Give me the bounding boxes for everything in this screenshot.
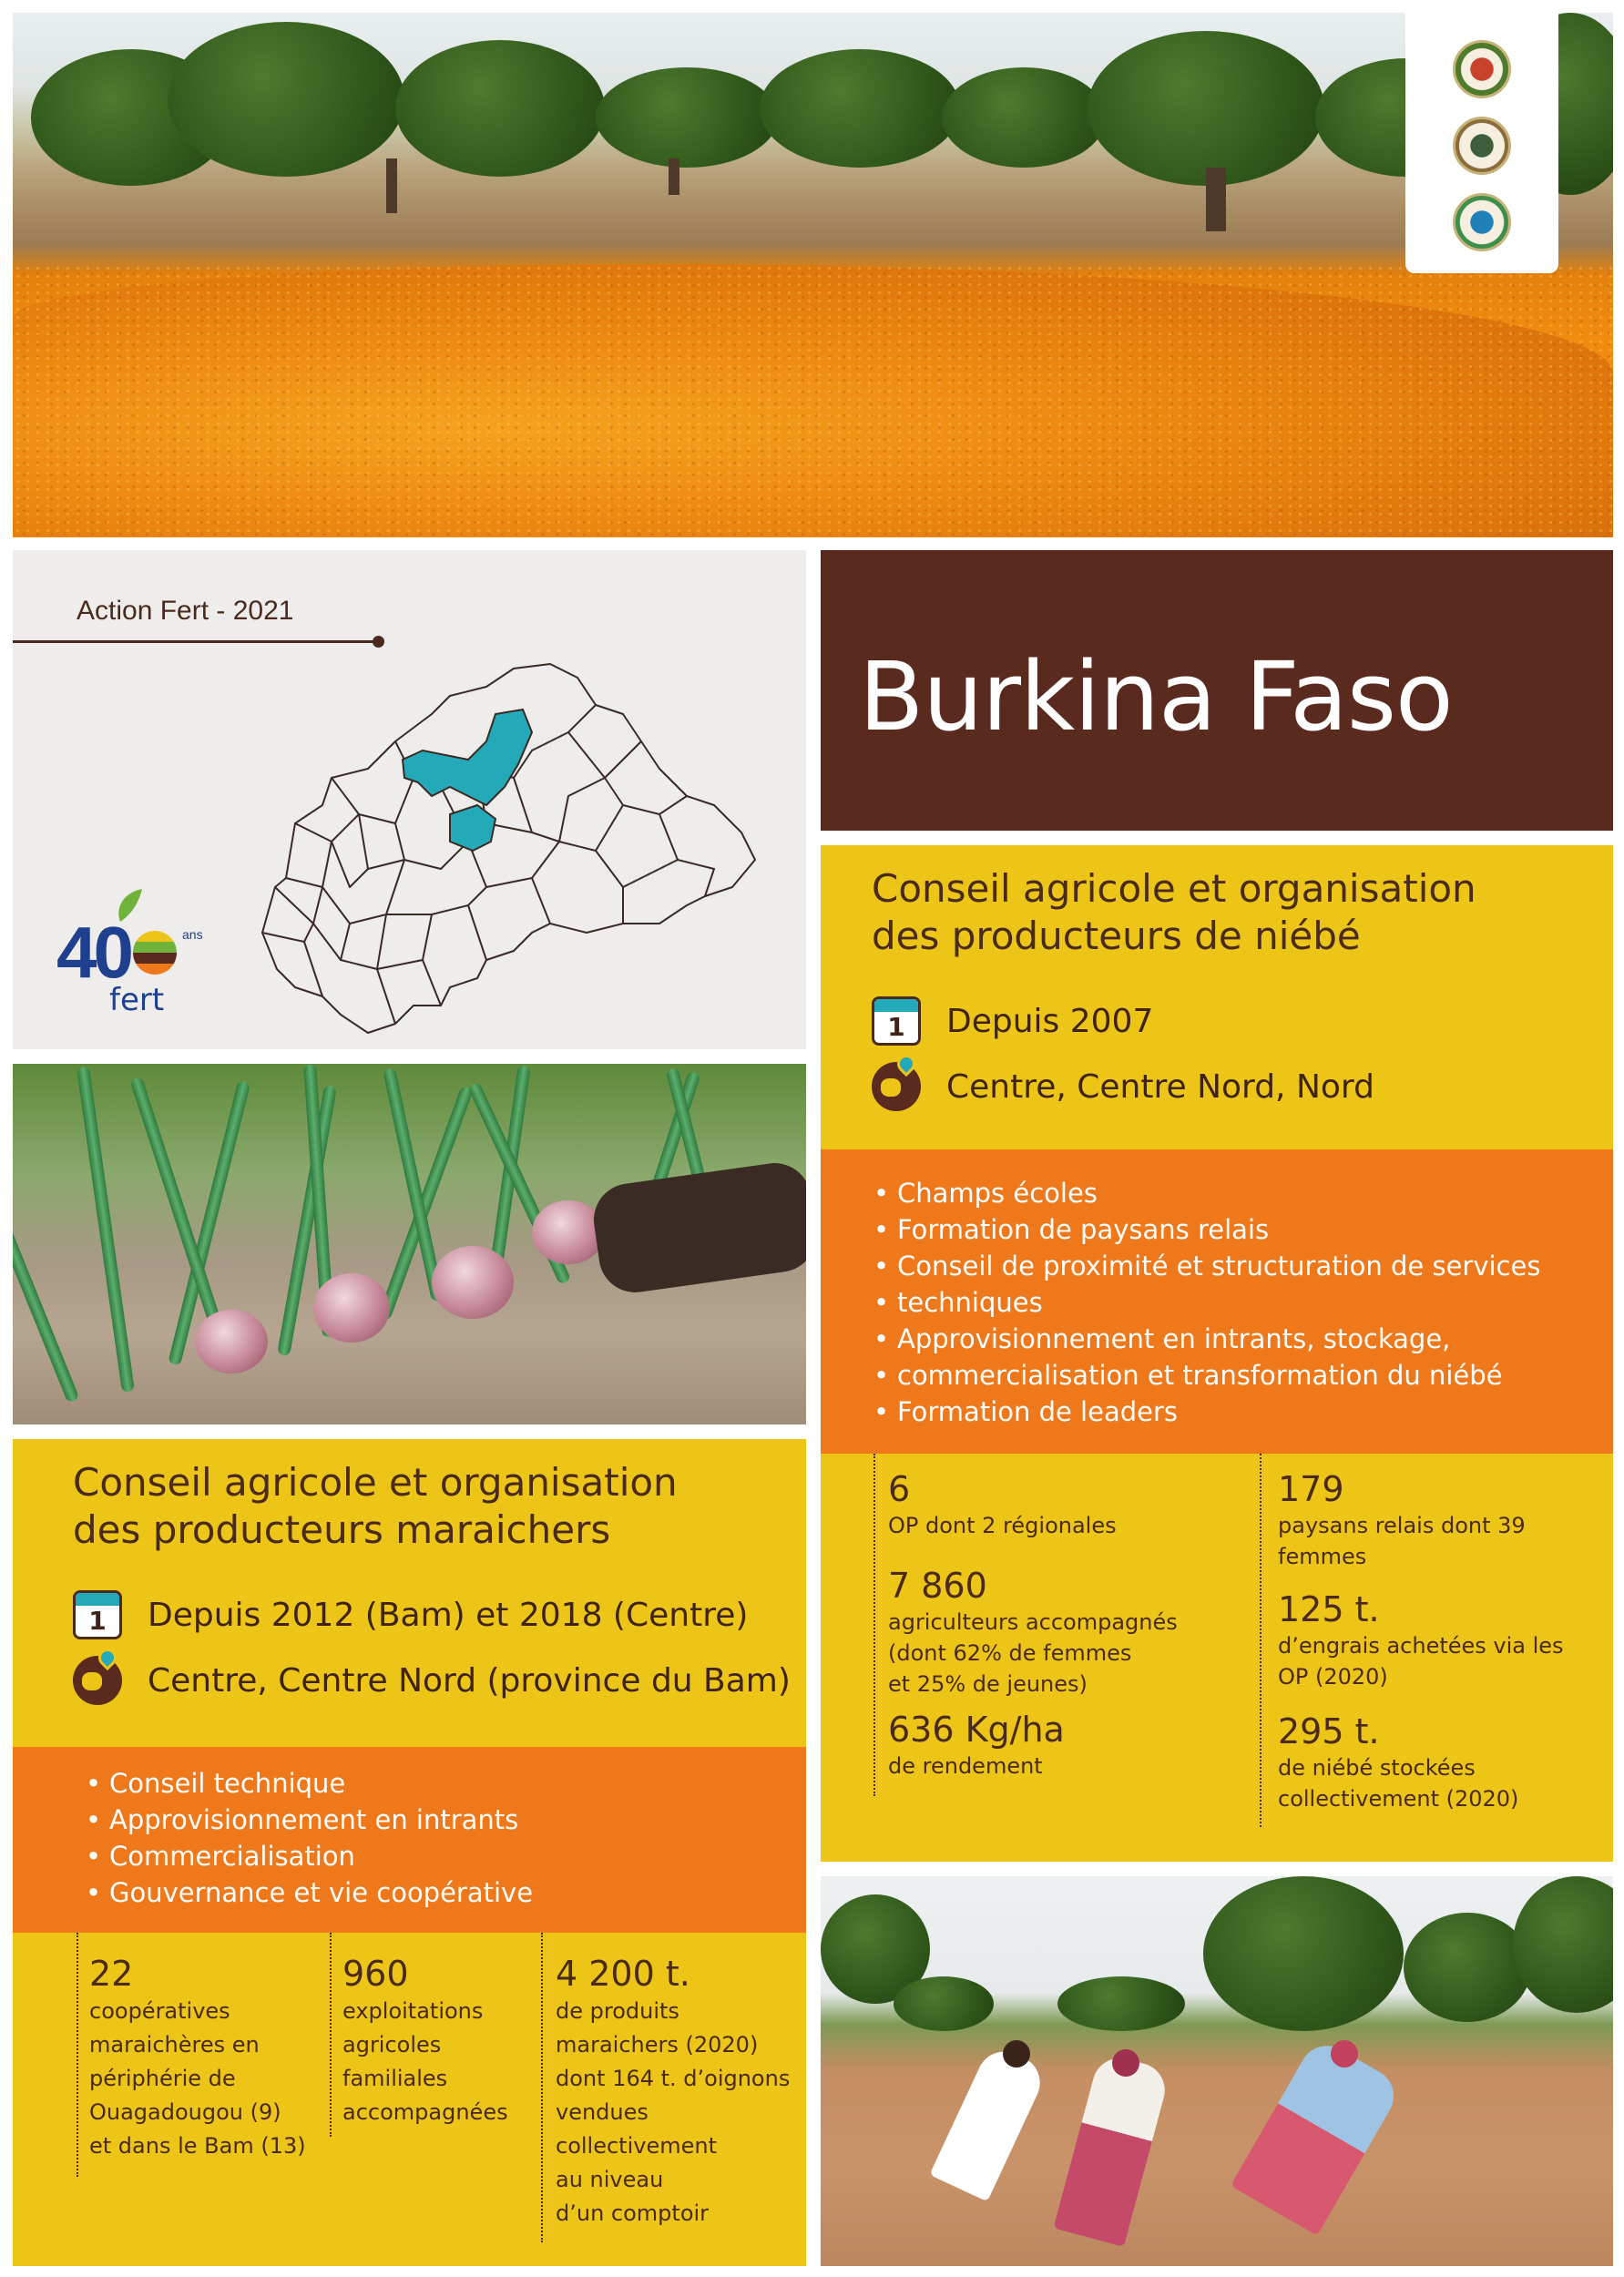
divider [330, 1933, 332, 2137]
fert-40-ans-logo [56, 887, 203, 1018]
stat-engrais: 125 t. d’engrais achetées via les OP (2020) [1278, 1589, 1564, 1690]
list-item: • Approvisionnement en intrants, stockage, [873, 1321, 1540, 1357]
partner-seal-3 [1453, 193, 1511, 251]
calendar-icon: 1 [872, 996, 921, 1046]
list-item: • Formation de leaders [873, 1394, 1540, 1430]
partner-seal-2 [1453, 117, 1511, 175]
fert-logo-disc [133, 931, 177, 975]
globe-location-icon [872, 1062, 921, 1111]
list-item: • Commercialisation [86, 1838, 533, 1874]
fert-logo-word: fert [109, 982, 165, 1018]
maraichers-title-line-1: Conseil agricole et organisation [73, 1460, 678, 1505]
country-title-panel [821, 550, 1613, 831]
stat-rendement: 636 Kg/ha de rendement [888, 1710, 1065, 1779]
divider [541, 1933, 543, 2242]
partner-logos-card [1405, 13, 1558, 273]
list-item: • Gouvernance et vie coopérative [86, 1874, 533, 1911]
maraichers-title-line-2: des producteurs maraichers [73, 1507, 611, 1552]
niebe-title-line-2: des producteurs de niébé [872, 914, 1361, 958]
niebe-header-block [821, 845, 1613, 1149]
maraichers-title [73, 1459, 678, 1554]
niebe-since: Depuis 2007 [946, 1002, 1154, 1040]
stat-niebe-stocke: 295 t. de niébé stockées collectivement (2020) [1278, 1711, 1519, 1812]
maraichers-header-block [13, 1439, 806, 1747]
action-label: Action Fert - 2021 [77, 596, 294, 626]
list-item: • Formation de paysans relais [873, 1211, 1540, 1248]
stat-exploitations: 960 exploitations agricoles familiales accompagnées [342, 1954, 508, 2125]
maraichers-regions: Centre, Centre Nord (province du Bam) [148, 1661, 791, 1700]
divider [873, 1454, 875, 1796]
maraichers-activities-block [13, 1747, 806, 1933]
country-title: Burkina Faso [859, 641, 1453, 752]
divider [1260, 1454, 1261, 1827]
action-underline-dot [373, 636, 384, 648]
maraichers-stats-block [13, 1933, 806, 2266]
list-item-continuation: • techniques [873, 1284, 1540, 1321]
fert-logo-number: 40 [56, 912, 130, 993]
fert-logo-suffix: ans [182, 927, 203, 942]
niebe-regions-row [872, 1062, 1374, 1111]
divider [77, 1933, 78, 2177]
niebe-regions: Centre, Centre Nord, Nord [946, 1067, 1374, 1106]
stat-paysans-relais: 179 paysans relais dont 39 femmes [1278, 1469, 1526, 1569]
niebe-activities-block [821, 1149, 1613, 1454]
list-item: • Approvisionnement en intrants [86, 1802, 533, 1838]
partner-seal-1 [1453, 40, 1511, 98]
niebe-title [872, 865, 1476, 960]
map-panel [13, 550, 806, 1049]
list-item: • Champs écoles [873, 1175, 1540, 1211]
list-item: • Conseil technique [86, 1765, 533, 1802]
maraichers-since-row [73, 1590, 748, 1639]
globe-location-icon [73, 1656, 122, 1705]
niebe-since-row [872, 996, 1153, 1046]
stat-op: 6 OP dont 2 régionales [888, 1469, 1117, 1538]
niebe-activities-list [873, 1175, 1540, 1430]
list-item-continuation: • commercialisation et transformation du niébé [873, 1357, 1540, 1394]
maraichers-regions-row [73, 1656, 791, 1705]
hero-photo-dried-niebe-field [13, 13, 1613, 537]
list-item: • Conseil de proximité et structuration de services [873, 1248, 1540, 1284]
action-underline [13, 640, 377, 643]
maraichers-since: Depuis 2012 (Bam) et 2018 (Centre) [148, 1596, 749, 1634]
maraichers-activities-list [86, 1765, 533, 1911]
stat-agriculteurs: 7 860 agriculteurs accompagnés (dont 62% de femmes et 25% de jeunes) [888, 1566, 1178, 1697]
stat-produits-maraichers: 4 200 t. de produits maraichers (2020) dont 164 t. d’oignons vendues collectivement au niveau d’un comptoir [556, 1954, 791, 2226]
niebe-stats-block [821, 1454, 1613, 1862]
stat-cooperatives: 22 coopératives maraichères en périphérie de Ouagadougou (9) et dans le Bam (13) [89, 1954, 306, 2159]
photo-farmers-working-field [821, 1876, 1613, 2266]
photo-onion-harvest [13, 1064, 806, 1424]
calendar-icon: 1 [73, 1590, 122, 1639]
niebe-title-line-1: Conseil agricole et organisation [872, 866, 1476, 911]
burkina-faso-provinces-map [259, 659, 769, 1042]
